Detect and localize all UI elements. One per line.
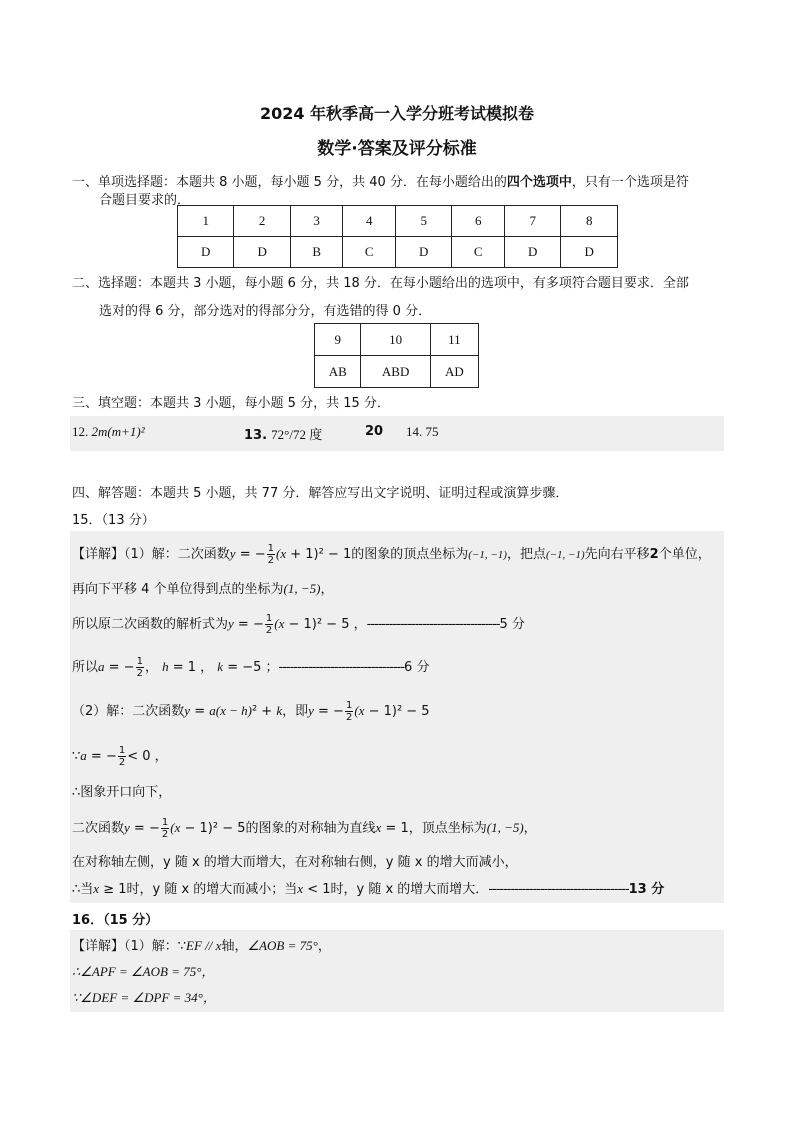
text: 【详解】（1）解：二次函数 <box>72 547 230 562</box>
text: （2）解：二次函数 <box>72 704 185 719</box>
text: 时，y 随 x 的增大而减小；当 <box>126 882 298 897</box>
text: 再向下平移 4 个单位得到点的坐标为 <box>72 582 284 597</box>
table-cell: 1 <box>178 206 234 237</box>
q15-line2: 再向下平移 4 个单位得到点的坐标为(1, −5)， <box>72 581 334 597</box>
q13-extra: 20 <box>365 424 384 439</box>
table-row <box>178 237 618 268</box>
table-cell: 11 <box>430 324 478 356</box>
table-cell: 2 <box>234 206 290 237</box>
table-cell: D <box>396 237 452 268</box>
q16-line2: ∴∠APF = ∠AOB = 75°， <box>72 964 215 979</box>
text: 【详解】（1）解：∵ <box>72 939 187 954</box>
score: 5 分 <box>499 617 525 632</box>
text: 个单位， <box>658 547 711 562</box>
q12-expression: 2m(m+1)² <box>91 424 145 439</box>
section3-answer-box <box>70 416 724 451</box>
text: 2 <box>649 547 659 562</box>
table-cell: 7 <box>505 206 561 237</box>
table-cell: C <box>343 237 396 268</box>
table-row <box>178 206 618 237</box>
text: 所以 <box>72 660 99 675</box>
q16-line3: ∵∠DEF = ∠DPF = 34°， <box>72 990 216 1005</box>
section2-line2: 选对的得 6 分，部分选对的得部分分，有选错的得 0 分． <box>99 304 432 319</box>
table-cell: 5 <box>396 206 452 237</box>
q15-line9: 在对称轴左侧，y 随 x 的增大而增大，在对称轴右侧，y 随 x 的增大而减小， <box>72 855 518 870</box>
table-cell: 9 <box>315 324 361 356</box>
q12-answer <box>72 424 145 440</box>
text: 先向右平移 <box>584 547 650 562</box>
q15-line8: 二次函数y = − $\frac{1}{2}$ (x − 1)² − 5的图象的对称轴为直线x = 1，顶点坐标为(1, −5)， <box>72 817 537 840</box>
score: 6 分 <box>404 660 430 675</box>
q16-line1: 【详解】（1）解：∵EF // x轴，∠AOB = 75°， <box>72 938 331 954</box>
q16-heading: 16．（15 分） <box>72 913 159 928</box>
section1-answer-table <box>177 205 618 268</box>
section2-heading: 二、选择题：本题共 3 小题，每小题 6 分，共 18 分．在每小题给出的选项中，有多项符合题目要求．全部 <box>72 276 689 291</box>
q15-line3: 所以原二次函数的解析式为y = − $\frac{1}{2}$ (x − 1)² − 5 ，------------------------------------5 分 <box>72 613 525 636</box>
q15-line4: 所以a = − $\frac{1}{2}$ ， h = 1 ， k = −5 ；----------------------------------6 分 <box>72 656 430 679</box>
table-cell: 8 <box>561 206 618 237</box>
table-cell: AD <box>430 356 478 388</box>
q13-answer <box>244 424 322 443</box>
score: 13 分 <box>628 882 665 897</box>
text: 所以原二次函数的解析式为 <box>72 617 229 632</box>
q13-label: 13. <box>244 428 268 443</box>
text: 时，y 随 x 的增大而增大． <box>330 882 489 897</box>
section4-heading: 四、解答题：本题共 5 小题，共 77 分．解答应写出文字说明、证明过程或演算步骤． <box>72 486 569 501</box>
math: ∠AOB = 75° <box>247 938 318 953</box>
text: ，即 <box>282 704 309 719</box>
table-cell: D <box>505 237 561 268</box>
text: 二次函数 <box>72 821 125 836</box>
text: ，把点 <box>506 547 546 562</box>
page-subtitle: 数学·答案及评分标准 <box>317 139 477 159</box>
section1-heading <box>72 171 689 190</box>
text: 轴， <box>221 939 248 954</box>
q15-line1: 【详解】（1）解：二次函数y = − $\frac{1}{2}$ (x + 1)² − 1的图象的顶点坐标为(−1, −1)，把点(−1, −1)先向右平移2个单位， <box>72 543 711 566</box>
section1-line2: 合题目要求的． <box>99 193 191 208</box>
table-cell: ABD <box>361 356 430 388</box>
text: 的图象的顶点坐标为 <box>351 547 469 562</box>
table-cell: D <box>178 237 234 268</box>
q15-line5: （2）解：二次函数y = a(x − h)² + k，即y = − $\frac{1}{2}$ (x − 1)² − 5 <box>72 700 430 723</box>
table-row <box>315 356 479 388</box>
math: EF // x <box>186 938 222 953</box>
table-row <box>315 324 479 356</box>
q15-heading: 15．（13 分） <box>72 513 155 528</box>
q12-label: 12. <box>72 424 89 439</box>
text: ，顶点坐标为 <box>408 821 487 836</box>
table-cell: B <box>290 237 343 268</box>
table-cell: C <box>452 237 505 268</box>
section1-head-tail: ，只有一个选项是符 <box>571 175 689 190</box>
section3-heading: 三、填空题：本题共 3 小题，每小题 5 分，共 15 分． <box>72 396 390 411</box>
table-cell: D <box>234 237 290 268</box>
table-cell: 3 <box>290 206 343 237</box>
section1-head-text: 一、单项选择题：本题共 8 小题，每小题 5 分，共 40 分．在每小题给出的 <box>72 175 507 190</box>
table-cell: 4 <box>343 206 396 237</box>
table-cell: AB <box>315 356 361 388</box>
q15-line10: ∴当x ≥ 1时，y 随 x 的增大而减小；当x < 1时，y 随 x 的增大而增大．--------------------------------------13 分 <box>72 881 665 897</box>
table-cell: 10 <box>361 324 430 356</box>
text: 的图象的对称轴为直线 <box>245 821 376 836</box>
section2-answer-table <box>314 323 479 388</box>
table-cell: D <box>561 237 618 268</box>
q13-value: 72°/72 度 <box>271 427 323 442</box>
section1-head-bold: 四个选项中 <box>506 175 572 190</box>
q15-line7: ∴图象开口向下， <box>72 785 172 800</box>
page-title: 2024 年秋季高一入学分班考试模拟卷 <box>259 104 535 123</box>
text: ∴当 <box>72 882 94 897</box>
q14-answer: 14. 75 <box>406 424 439 439</box>
table-cell: 6 <box>452 206 505 237</box>
q15-line6: ∵a = − $\frac{1}{2}$ < 0 ， <box>72 745 168 768</box>
